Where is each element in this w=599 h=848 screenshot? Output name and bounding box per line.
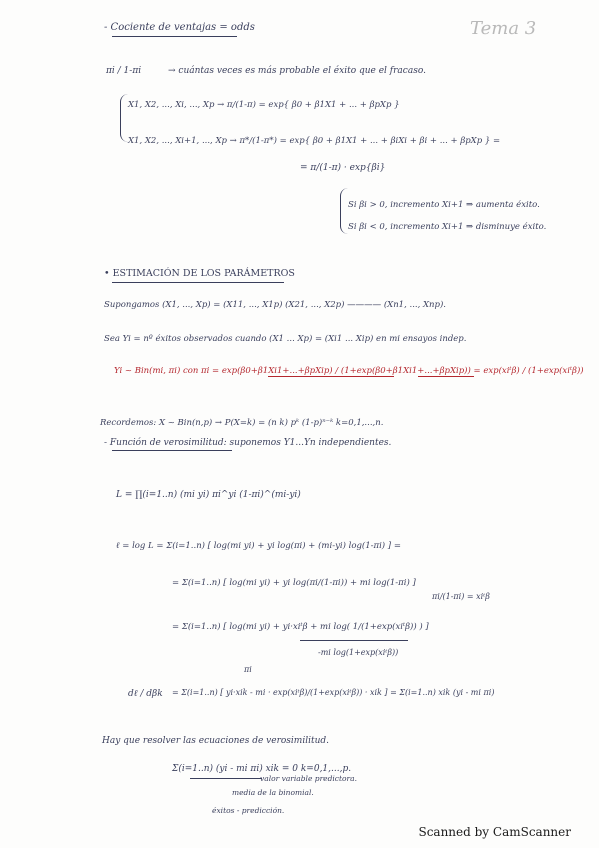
likelihood-title-underline	[112, 450, 232, 451]
note-binomial-mean: media de la binomial.	[232, 788, 314, 797]
binomial-fraction-bar	[268, 376, 394, 377]
derivative-pi-note: πi	[244, 665, 252, 674]
odds-line-1: X1, X2, ..., Xi, ..., Xp → π/(1-π) = exp{ β0 + β1X1 + ... + βpXp }	[128, 100, 400, 110]
odds-title-underline	[112, 36, 237, 37]
estimation-title-underline	[112, 282, 284, 283]
suppose-line: Supongamos (X1, ..., Xp) = (X11, ..., X1p) (X21, ..., X2p) ———— (Xn1, ..., Xnp).	[104, 300, 446, 310]
odds-line-2: X1, X2, ..., Xi+1, ..., Xp → π*/(1-π*) = exp{ β0 + β1X1 + ... + βiXi + βi + ... + βpXp } =	[128, 136, 501, 146]
likelihood-equation: Σ(i=1..n) (yi - mi πi) xik = 0 k=0,1,...,p.	[172, 764, 352, 774]
likelihood-L: L = ∏(i=1..n) (mi yi) πi^yi (1-πi)^(mi-yi)	[116, 490, 301, 500]
loglik-line-2-note: πi/(1-πi) = xiᵗβ	[432, 592, 490, 601]
derivative-label: dℓ / dβk	[128, 689, 163, 699]
solve-likelihood-equations: Hay que resolver las ecuaciones de verosimilitud.	[102, 736, 329, 746]
odds-fraction: πi / 1-πi	[106, 66, 142, 76]
binomial-model-line: Yi ~ Bin(mi, πi) con πi = exp(β0+β1Xi1+...+βpXip) / (1+exp(β0+β1Xi1+...+βpXip)) = exp(xiᵗβ) / (1+exp(xiᵗβ))	[114, 366, 584, 376]
note-successes-minus-prediction: éxitos - predicción.	[212, 806, 285, 815]
likelihood-equation-underline	[190, 778, 262, 779]
loglik-line-3: = Σ(i=1..n) [ log(mi yi) + yi·xiᵗβ + mi log( 1/(1+exp(xiᵗβ)) ) ]	[172, 622, 429, 632]
odds-line-3: = π/(1-π) · exp{βi}	[300, 163, 386, 173]
sea-line: Sea Yi = nº éxitos observados cuando (X1 ... Xp) = (Xi1 ... Xip) en mi ensayos indep.	[104, 334, 467, 344]
case-negative: Si βi < 0, incremento Xi+1 ⇒ disminuye éxito.	[348, 222, 547, 232]
camscanner-watermark: Scanned by CamScanner	[418, 825, 571, 839]
loglik-line-2: = Σ(i=1..n) [ log(mi yi) + yi log(πi/(1-πi)) + mi log(1-πi) ]	[172, 578, 416, 588]
loglik-line-1: ℓ = log L = Σ(i=1..n) [ log(mi yi) + yi log(πi) + (mi-yi) log(1-πi) ] =	[116, 541, 401, 551]
case-positive: Si βi > 0, incremento Xi+1 ⇒ aumenta éxito.	[348, 200, 540, 210]
note-predictor-value: valor variable predictora.	[260, 774, 357, 783]
loglik-line-3-underline	[300, 640, 408, 641]
likelihood-title: - Función de verosimilitud: suponemos Y1...Yn independientes.	[104, 438, 392, 448]
odds-description: → cuántas veces es más probable el éxito que el fracaso.	[168, 66, 426, 76]
binomial-fraction-bar-2	[418, 376, 474, 377]
derivative-equation: = Σ(i=1..n) [ yi·xik - mi · exp(xiᵗβ)/(1+exp(xiᵗβ)) · xik ] = Σ(i=1..n) xik (yi - mi πi)	[172, 688, 495, 697]
recall-line: Recordemos: X ~ Bin(n,p) → P(X=k) = (n k) pᵏ (1-p)ⁿ⁻ᵏ k=0,1,...,n.	[100, 418, 384, 428]
faint-header-text: Tema 3	[470, 18, 537, 39]
estimation-title: • ESTIMACIÓN DE LOS PARÁMETROS	[104, 268, 295, 279]
odds-title: - Cociente de ventajas = odds	[104, 22, 255, 33]
loglik-line-3-note: -mi log(1+exp(xiᵗβ))	[318, 648, 399, 657]
